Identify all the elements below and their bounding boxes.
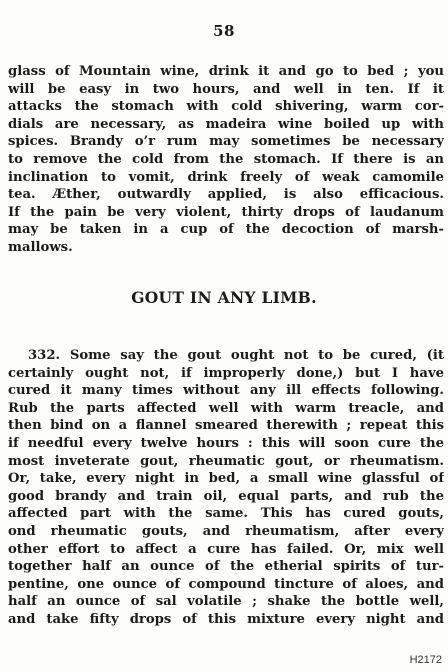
- section-heading: GOUT IN ANY LIMB.: [131, 288, 317, 307]
- text-line: Or, take, every night in bed, a small wine glassful of: [8, 471, 444, 487]
- text-line: pentine, one ounce of compound tincture of aloes, and: [8, 576, 444, 592]
- paragraph-332: [8, 347, 444, 629]
- text-line: and take fifty drops of this mixture every night and: [8, 611, 444, 627]
- text-line: most inveterate gout, rheumatic gout, or rheumatism.: [8, 453, 444, 469]
- page-identifier: H2172: [409, 654, 442, 666]
- text-line: cured it many times without any ill effects following.: [8, 383, 444, 399]
- text-line: may be taken in a cup of the decoction of marsh-: [8, 222, 444, 238]
- text-line: tea. Æther, outwardly applied, is also efficacious.: [8, 187, 444, 203]
- page-number: 58: [213, 22, 235, 40]
- text-line: together half an ounce of the etherial spirits of tur-: [8, 559, 444, 575]
- text-line: affected part with the same. This has cured gouts,: [8, 506, 444, 522]
- text-line: good brandy and train oil, equal parts, and rub the: [8, 488, 444, 504]
- text-line: Rub the parts affected well with warm treacle, and: [8, 400, 444, 416]
- text-line: certainly ought not, if improperly done,) but I have: [8, 365, 444, 381]
- text-line: other effort to affect a cure has failed. Or, mix well: [8, 541, 444, 557]
- text-line: glass of Mountain wine, drink it and go to bed ; you: [8, 64, 444, 79]
- text-line: attacks the stomach with cold shivering, warm cor-: [8, 99, 444, 115]
- text-line: inclination to vomit, drink freely of weak camomile: [8, 169, 444, 185]
- paragraph-continued: [8, 63, 444, 257]
- text-line: if needful every twelve hours : this will soon cure the: [8, 435, 444, 451]
- text-line: If the pain be very violent, thirty drops of laudanum: [8, 204, 444, 220]
- text-line: 332. Some say the gout ought not to be cured, (it: [28, 348, 444, 363]
- text-line: dials are necessary, as madeira wine boiled up with: [8, 116, 444, 132]
- text-line: ond rheumatic gouts, and rheumatism, after every: [8, 523, 444, 539]
- text-line: then bind on a flannel smeared therewith ; repeat this: [8, 418, 444, 434]
- text-line: will be easy in two hours, and well in ten. If it: [8, 81, 444, 97]
- text-line: spices. Brandy o’r rum may sometimes be necessary: [8, 134, 444, 150]
- text-line: half an ounce of sal volatile ; shake the bottle well,: [8, 594, 444, 610]
- text-line: mallows.: [8, 239, 73, 255]
- text-line: to remove the cold from the stomach. If there is an: [8, 151, 444, 167]
